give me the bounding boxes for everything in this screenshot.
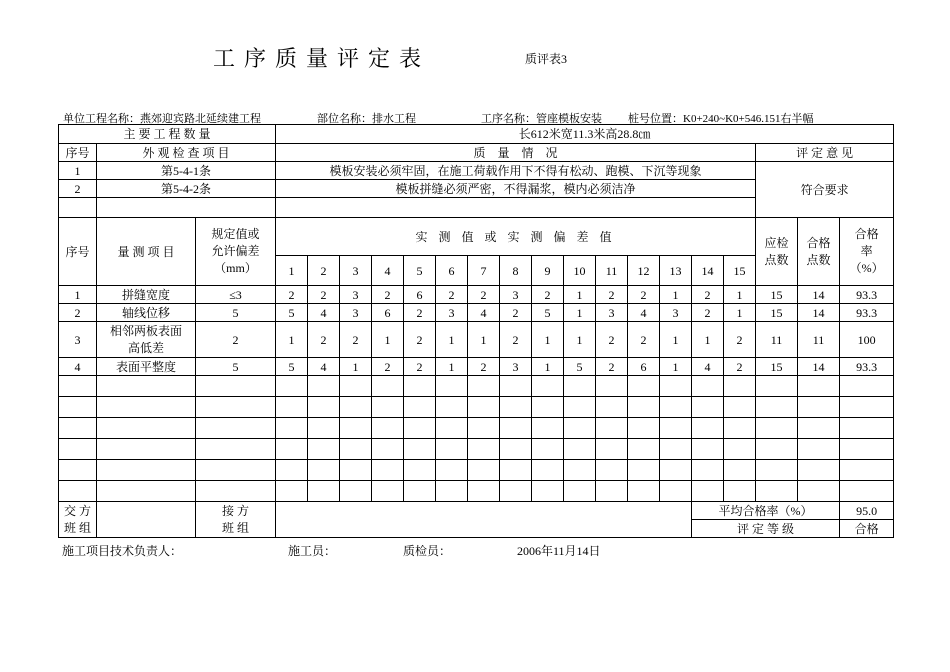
- check-points: 11: [756, 322, 798, 358]
- appearance-no: 1: [59, 162, 97, 180]
- tech-lead-label: 施工项目技术负责人：: [62, 544, 183, 558]
- measure-no-header: 序号: [59, 218, 97, 286]
- measure-item: 表面平整度: [97, 358, 196, 376]
- empty-row: [59, 481, 894, 502]
- measure-no: 3: [59, 322, 97, 358]
- receive-team-label: 接 方 班 组: [196, 502, 276, 538]
- unit-project: 单位工程名称：燕郊迎宾路北延续建工程: [63, 113, 261, 125]
- evaluation-table: [58, 124, 894, 538]
- appearance-no: 2: [59, 180, 97, 198]
- appearance-desc: 模板安装必须牢固，在施工荷载作用下不得有松动、跑模、下沉等现象: [276, 162, 756, 180]
- col-number: 13: [660, 256, 692, 286]
- measured-value: 2: [372, 286, 404, 304]
- measured-value: 6: [628, 358, 660, 376]
- grade-label: 评 定 等 级: [692, 520, 840, 538]
- measured-value: 2: [628, 286, 660, 304]
- col-number: 2: [308, 256, 340, 286]
- grade-value: 合格: [840, 520, 894, 538]
- part-name: 部位名称：排水工程: [317, 113, 416, 125]
- measure-tolerance: 2: [196, 322, 276, 358]
- date: 2006年11月14日: [517, 544, 601, 558]
- pass-points: 14: [798, 358, 840, 376]
- measured-value: 2: [308, 286, 340, 304]
- measured-value: 2: [628, 322, 660, 358]
- col-number: 11: [596, 256, 628, 286]
- measured-value: 2: [340, 322, 372, 358]
- pass-points: 14: [798, 304, 840, 322]
- check-points: 15: [756, 286, 798, 304]
- opinion-value: 符合要求: [756, 162, 894, 218]
- form-number: 质评表3: [525, 52, 568, 66]
- measured-value: 3: [596, 304, 628, 322]
- measure-tolerance: 5: [196, 358, 276, 376]
- col-number: 9: [532, 256, 564, 286]
- appearance-item: 第5-4-1条: [97, 162, 276, 180]
- measured-value: 6: [372, 304, 404, 322]
- measured-value: 1: [564, 286, 596, 304]
- measured-value: 5: [276, 304, 308, 322]
- empty-row: [59, 418, 894, 439]
- col-number: 4: [372, 256, 404, 286]
- measured-value: 2: [500, 304, 532, 322]
- measured-value: 2: [276, 286, 308, 304]
- measure-no: 2: [59, 304, 97, 322]
- measured-value: 2: [596, 358, 628, 376]
- empty-row: [59, 376, 894, 397]
- measured-value: 1: [372, 322, 404, 358]
- inspector-label: 质检员：: [403, 544, 452, 558]
- measured-value: 3: [340, 304, 372, 322]
- col-number: 1: [276, 256, 308, 286]
- measure-row: [59, 286, 894, 304]
- pass-rate: 93.3: [840, 304, 894, 322]
- col-number: 15: [724, 256, 756, 286]
- col-number: 14: [692, 256, 724, 286]
- measured-value: 4: [308, 358, 340, 376]
- measured-value: 4: [628, 304, 660, 322]
- check-points-header: 应检 点数: [756, 218, 798, 286]
- measured-value: 1: [564, 322, 596, 358]
- process-name: 工序名称：管座模板安装: [481, 113, 602, 125]
- quality-header: 质 量 情 况: [276, 144, 756, 162]
- measure-header-row: [59, 218, 894, 256]
- measured-value: 1: [276, 322, 308, 358]
- appearance-item: 第5-4-2条: [97, 180, 276, 198]
- col-number: 6: [436, 256, 468, 286]
- handover-team-label: 交 方 班 组: [59, 502, 97, 538]
- measured-value: 3: [340, 286, 372, 304]
- page-title: 工序质量评定表: [213, 46, 431, 71]
- measured-value: 2: [436, 286, 468, 304]
- opinion-header: 评 定 意 见: [756, 144, 894, 162]
- empty-row: [59, 439, 894, 460]
- measure-tolerance: 5: [196, 304, 276, 322]
- handover-team-value: [97, 502, 196, 538]
- station-location: 桩号位置：K0+240~K0+546.151右半幅: [628, 113, 814, 125]
- pass-points: 11: [798, 322, 840, 358]
- appearance-no-header: 序号: [59, 144, 97, 162]
- measured-value: 5: [532, 304, 564, 322]
- avg-rate-label: 平均合格率（%）: [692, 502, 840, 520]
- col-number: 5: [404, 256, 436, 286]
- measured-value: 2: [500, 322, 532, 358]
- measured-value: 2: [308, 322, 340, 358]
- receive-team-value: [276, 502, 692, 538]
- measure-item: 相邻两板表面 高低差: [97, 322, 196, 358]
- tolerance-header: 规定值或 允许偏差 （mm）: [196, 218, 276, 286]
- measured-value: 1: [436, 322, 468, 358]
- measured-value: 2: [692, 304, 724, 322]
- appearance-header-row: [59, 144, 894, 162]
- appearance-item-header: 外 观 检 查 项 目: [97, 144, 276, 162]
- main-quantity-label: 主 要 工 程 数 量: [59, 125, 276, 144]
- measured-value: 1: [340, 358, 372, 376]
- measured-value: 2: [724, 322, 756, 358]
- empty-row: [59, 397, 894, 418]
- main-quantity-row: [59, 125, 894, 144]
- measured-value: 2: [692, 286, 724, 304]
- measured-value: 3: [660, 304, 692, 322]
- measured-value: 2: [372, 358, 404, 376]
- measured-value: 1: [724, 286, 756, 304]
- col-number: 7: [468, 256, 500, 286]
- measured-value: 1: [660, 286, 692, 304]
- measure-item: 拼缝宽度: [97, 286, 196, 304]
- appearance-desc: 模板拼缝必须严密，不得漏浆，模内必须洁净: [276, 180, 756, 198]
- col-number: 12: [628, 256, 660, 286]
- measure-no: 4: [59, 358, 97, 376]
- pass-points-header: 合格 点数: [798, 218, 840, 286]
- measured-value: 5: [564, 358, 596, 376]
- measured-value: 4: [468, 304, 500, 322]
- measured-value: 2: [404, 358, 436, 376]
- measure-no: 1: [59, 286, 97, 304]
- measured-value: 3: [500, 286, 532, 304]
- pass-rate: 93.3: [840, 286, 894, 304]
- bottom-row-1: [59, 502, 894, 520]
- measure-item-header: 量 测 项 目: [97, 218, 196, 286]
- measure-tolerance: ≤3: [196, 286, 276, 304]
- measure-row: [59, 322, 894, 358]
- empty-row: [59, 460, 894, 481]
- measured-value: 3: [436, 304, 468, 322]
- appearance-row: [59, 162, 894, 180]
- check-points: 15: [756, 358, 798, 376]
- measured-value: 1: [436, 358, 468, 376]
- measured-value: 1: [660, 322, 692, 358]
- main-quantity-value: 长612米宽11.3米高28.8㎝: [276, 125, 894, 144]
- measured-value: 1: [532, 322, 564, 358]
- pass-rate: 100: [840, 322, 894, 358]
- measured-value: 5: [276, 358, 308, 376]
- pass-rate: 93.3: [840, 358, 894, 376]
- col-number: 10: [564, 256, 596, 286]
- worker-label: 施工员：: [288, 544, 337, 558]
- measured-value: 1: [692, 322, 724, 358]
- col-number: 8: [500, 256, 532, 286]
- measure-row: [59, 358, 894, 376]
- measured-value: 4: [692, 358, 724, 376]
- measured-value: 2: [596, 322, 628, 358]
- col-number: 3: [340, 256, 372, 286]
- measured-values-header: 实 测 值 或 实 测 偏 差 值: [276, 218, 756, 256]
- measured-value: 2: [404, 322, 436, 358]
- measured-value: 2: [532, 286, 564, 304]
- pass-rate-header: 合格 率 （%）: [840, 218, 894, 286]
- measured-value: 1: [564, 304, 596, 322]
- pass-points: 14: [798, 286, 840, 304]
- avg-rate-value: 95.0: [840, 502, 894, 520]
- measured-value: 2: [468, 286, 500, 304]
- measure-row: [59, 304, 894, 322]
- measured-value: 2: [404, 304, 436, 322]
- measured-value: 2: [724, 358, 756, 376]
- measured-value: 1: [532, 358, 564, 376]
- measured-value: 6: [404, 286, 436, 304]
- measured-value: 1: [724, 304, 756, 322]
- measured-value: 3: [500, 358, 532, 376]
- measure-item: 轴线位移: [97, 304, 196, 322]
- check-points: 15: [756, 304, 798, 322]
- measured-value: 2: [468, 358, 500, 376]
- measured-value: 1: [468, 322, 500, 358]
- measured-value: 1: [660, 358, 692, 376]
- measured-value: 2: [596, 286, 628, 304]
- measured-value: 4: [308, 304, 340, 322]
